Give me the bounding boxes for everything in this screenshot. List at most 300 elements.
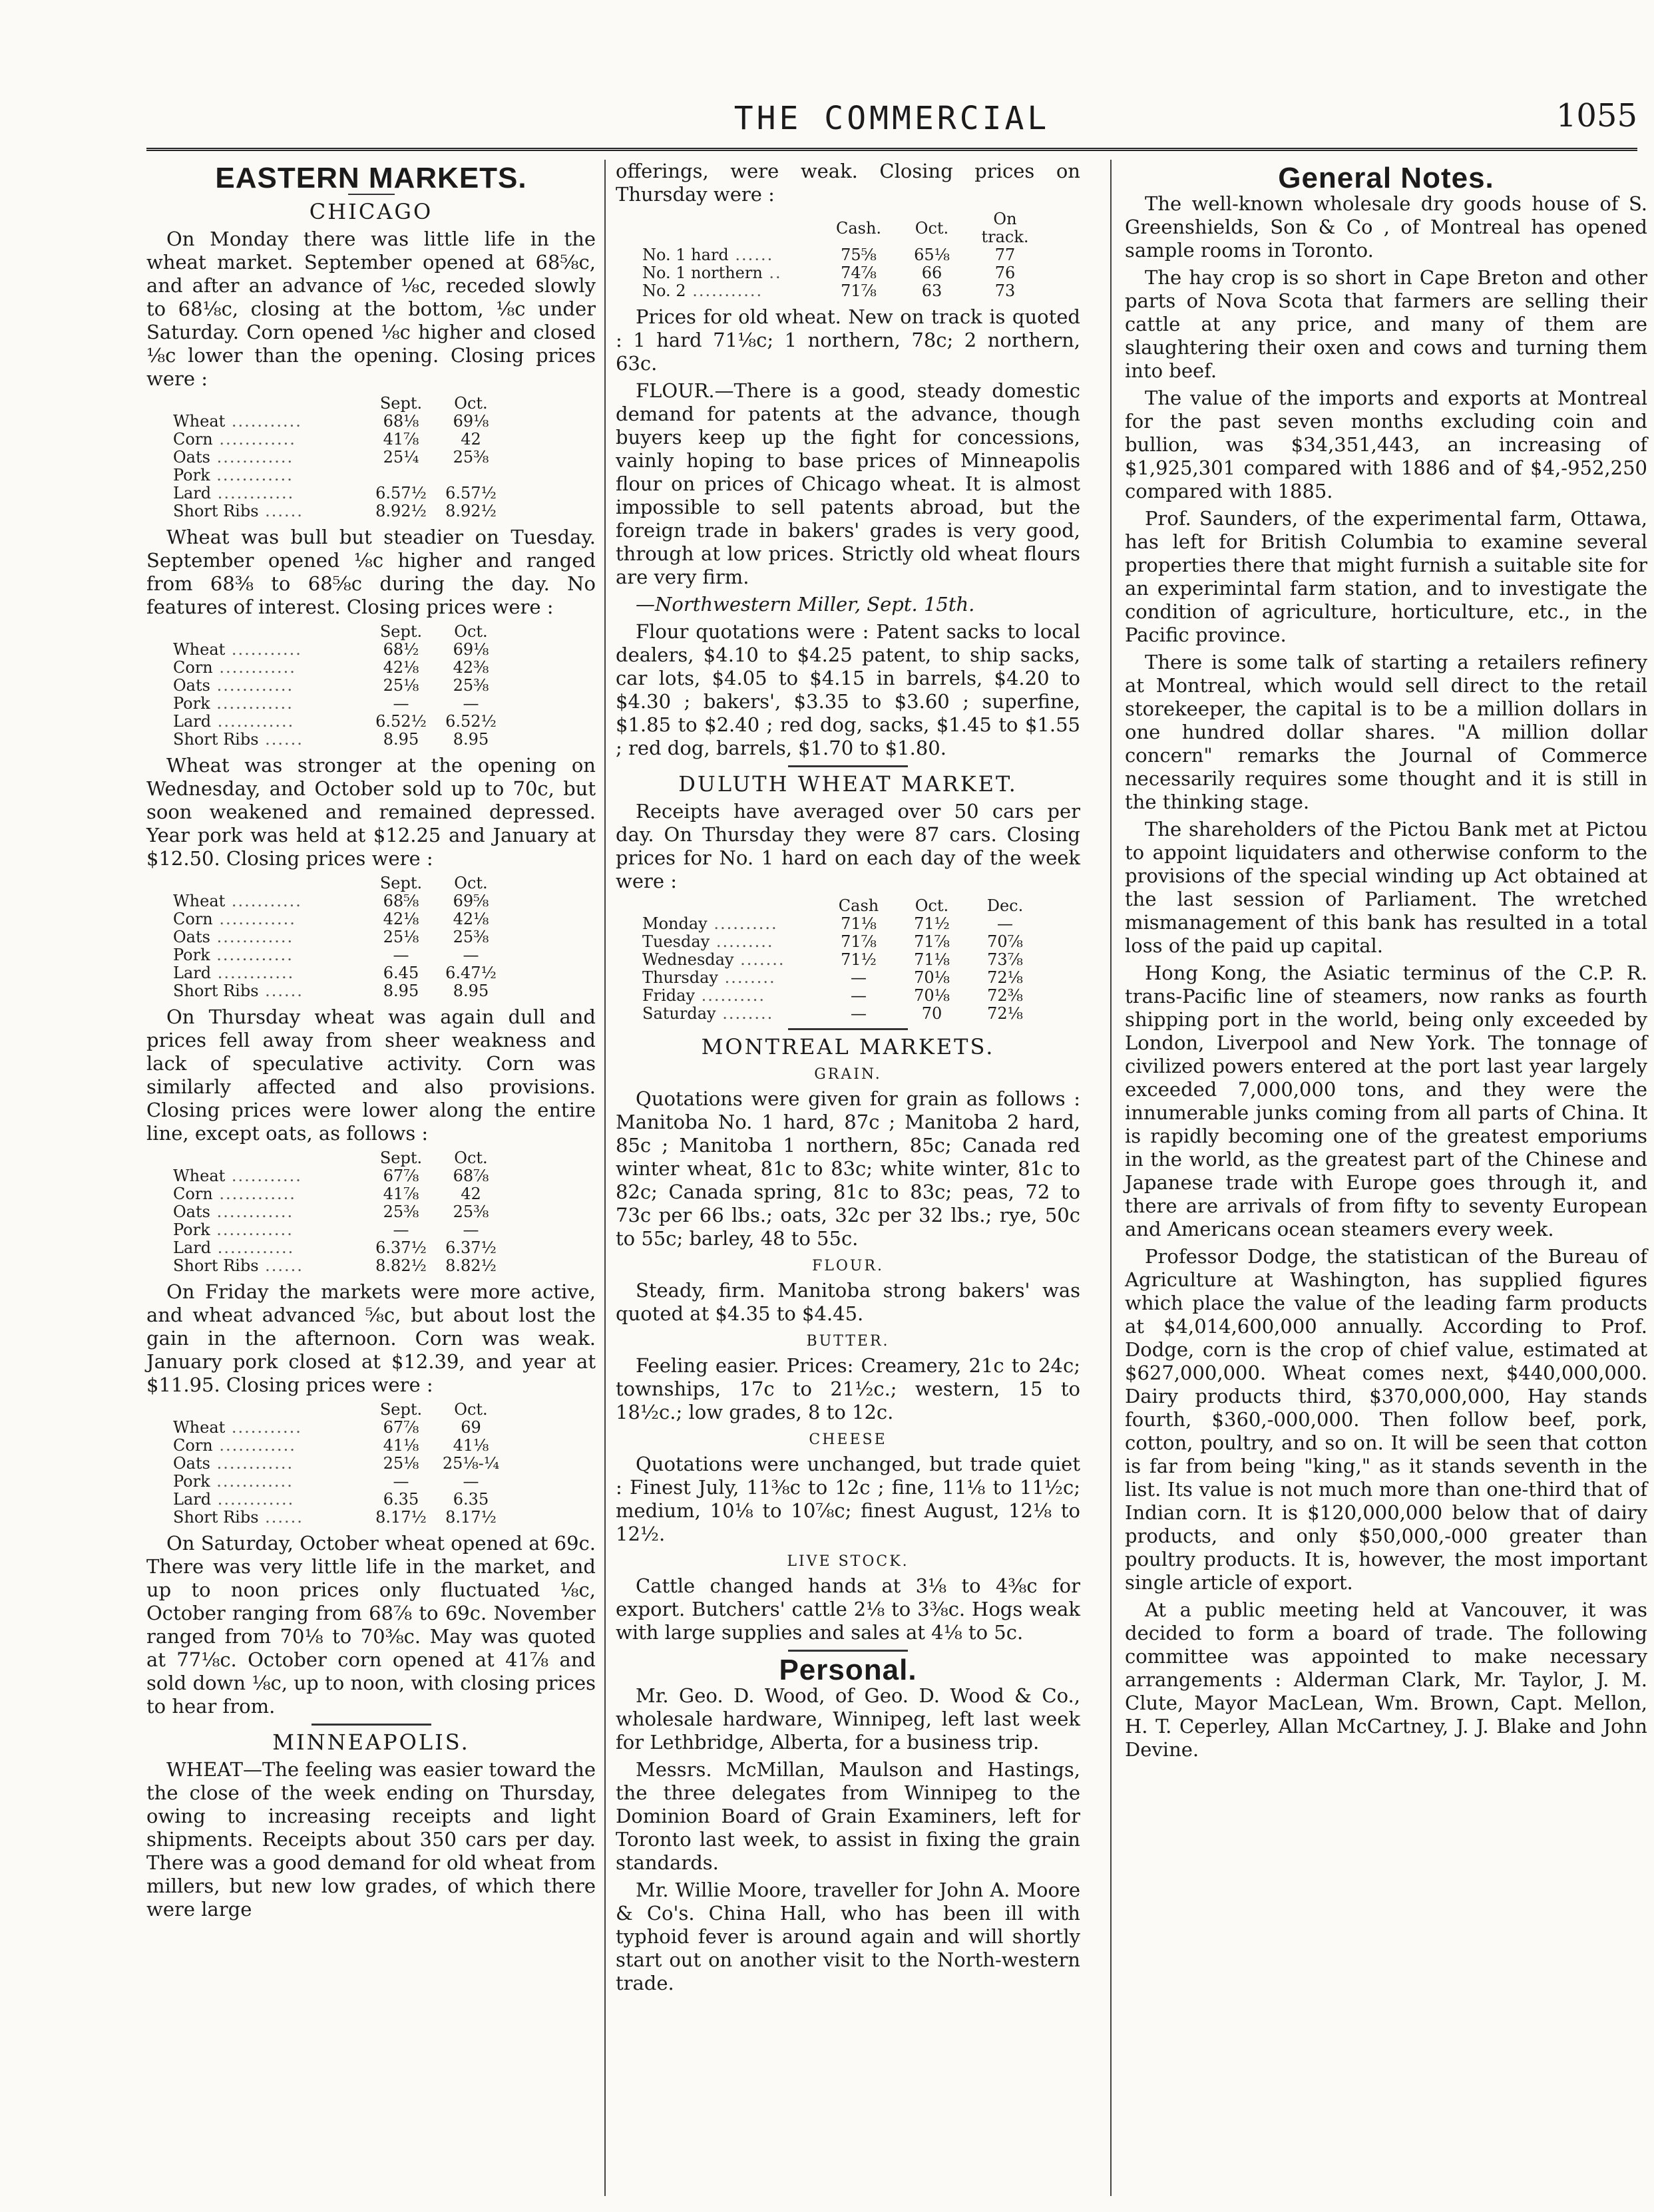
column-divider	[604, 160, 606, 2196]
price-cell	[436, 466, 506, 484]
table-column-header: Sept.	[379, 622, 423, 641]
price-cell: 73	[994, 281, 1016, 300]
dot-leader: ............	[211, 964, 295, 982]
row-label: Corn	[173, 1185, 213, 1203]
price-cell: 8.17½	[375, 1508, 427, 1527]
table-row	[146, 1491, 506, 1509]
row-label: Lard	[173, 1238, 212, 1257]
divider	[788, 765, 908, 767]
price-cell: 67⅞	[383, 1167, 419, 1185]
dot-leader: ............	[211, 1490, 295, 1509]
price-cell: 6.37½	[445, 1238, 497, 1257]
row-label: Pork	[173, 466, 210, 484]
row-label-cell	[616, 951, 822, 969]
table-row	[146, 466, 506, 484]
price-cell: 42	[461, 1185, 481, 1203]
table-row	[146, 449, 506, 466]
dot-leader: .......	[733, 950, 785, 969]
price-cell: 65⅛	[914, 246, 950, 264]
table-header-blank	[146, 395, 366, 413]
table-column-header: On track.	[981, 210, 1029, 246]
personal-heading: Personal.	[779, 1654, 917, 1686]
price-cell: 8.92½	[445, 502, 497, 520]
row-label-cell	[146, 413, 366, 431]
row-label: Saturday	[642, 1004, 716, 1023]
price-cell: 6.52½	[375, 712, 427, 731]
table-column-header: Dec.	[986, 896, 1024, 915]
row-label: Thursday	[642, 968, 718, 987]
price-cell: 6.57½	[375, 484, 427, 502]
row-label: Corn	[173, 910, 213, 928]
masthead-rule	[146, 148, 1637, 151]
dot-leader: ............	[211, 712, 295, 731]
price-table	[146, 1401, 506, 1527]
price-cell: 42⅛	[453, 910, 489, 928]
paragraph: At a public meeting held at Vancouver, it was decided to form a board of trade. The following committee was appointed to make necessary arrangements : Alderman Clark, Mr. Taylor, J. M. Clute, Mayor MacLean, Wm. Brown, Capt. Mellon, H. T. Ceperley, Allan McCartney, J. J. Blake and John Devine.	[1125, 1598, 1647, 1761]
masthead	[146, 97, 1637, 146]
table-row	[616, 282, 1042, 300]
row-label-cell	[146, 1257, 366, 1275]
dot-leader: ............	[210, 1454, 294, 1473]
price-cell: 6.47½	[445, 964, 497, 982]
table-row	[146, 502, 506, 520]
paragraph: On Saturday, October wheat opened at 69c. There was very little life in the market, and up to noon prices only fluctuated ⅛c, October ranging from 68⅞ to 69c. November ranged from 70⅛ to 70⅜c. May was quoted at 77⅛c. October corn opened at 41⅞ and sold down ⅛c, up to noon, with closing prices to hear from.	[146, 1532, 596, 1718]
price-cell: 68⅛	[383, 412, 419, 431]
paragraph: Receipts have averaged over 50 cars per day. On Thursday they were 87 cars. Closing prices for No. 1 hard on each day of the week were :	[616, 800, 1080, 892]
table-row	[616, 1005, 1042, 1023]
paragraph: The hay crop is so short in Cape Breton and other parts of Nova Scota that farmers are selling their cattle at any price, and many of them are slaughtering their oxen and cows and turning them into beef.	[1125, 266, 1647, 382]
row-label: Wheat	[173, 1167, 226, 1185]
table-column-header: Sept.	[379, 874, 423, 892]
price-cell: —	[851, 968, 867, 987]
price-cell: 71⅛	[841, 914, 877, 933]
table-row	[146, 1455, 506, 1473]
paragraph: There is some talk of starting a retailers refinery at Montreal, which would sell direct to the retail storekeeper, the capital is to be a million dollars in one hundred dollar shares. "A million dollar concern" remarks the Journal of Commerce necessarily requires some thought and it is still in the thinking stage.	[1125, 651, 1647, 813]
price-cell: 8.82½	[375, 1256, 427, 1275]
row-label-cell	[146, 713, 366, 731]
dot-leader: ............	[210, 1220, 294, 1239]
newspaper-title: THE COMMERCIAL	[733, 100, 1050, 137]
live-stock-subheading: LIVE STOCK.	[787, 1553, 909, 1570]
price-cell: 25⅜	[453, 676, 489, 695]
table-row	[146, 413, 506, 431]
price-table	[616, 897, 1042, 1023]
dot-leader: ............	[210, 448, 294, 466]
dot-leader: ............	[212, 658, 296, 677]
row-label-cell	[146, 946, 366, 964]
dot-leader: ......	[728, 246, 774, 264]
price-cell: 25⅛	[383, 928, 419, 946]
row-label-cell	[146, 466, 366, 484]
dot-leader: ...........	[225, 1418, 302, 1437]
price-cell: 6.35	[383, 1490, 419, 1509]
row-label-cell	[146, 982, 366, 1000]
row-label: Oats	[173, 448, 210, 466]
dot-leader: ............	[210, 676, 294, 695]
price-cell: 41⅛	[383, 1436, 419, 1455]
paragraph: Prices for old wheat. New on track is quoted : 1 hard 71⅛c; 1 northern, 78c; 2 northern, 63c.	[616, 305, 1080, 375]
dot-leader: ...........	[225, 892, 302, 910]
row-label-cell	[616, 933, 822, 951]
table-column-header: Oct.	[454, 874, 488, 892]
chicago-heading: CHICAGO	[309, 199, 433, 224]
row-label-cell	[146, 910, 366, 928]
price-cell: 42	[461, 430, 481, 449]
row-label: Pork	[173, 1472, 210, 1491]
price-cell: 25⅜	[383, 1202, 419, 1221]
price-cell: 66	[921, 264, 942, 282]
price-cell: —	[393, 946, 409, 964]
row-label: Short Ribs	[173, 982, 259, 1000]
table-column-header: Oct.	[454, 1400, 488, 1419]
row-label-cell	[146, 1167, 366, 1185]
dot-leader: ............	[212, 910, 296, 928]
row-label-cell	[146, 1221, 366, 1239]
grain-subheading: GRAIN.	[814, 1066, 882, 1083]
row-label: Oats	[173, 928, 210, 946]
price-cell: 71⅞	[914, 932, 950, 951]
column-divider	[1110, 160, 1112, 2196]
row-label: Pork	[173, 1220, 210, 1239]
table-column-header: Oct.	[915, 896, 949, 915]
price-cell: 6.52½	[445, 712, 497, 731]
price-cell: 70⅞	[987, 932, 1023, 951]
price-cell: 6.45	[383, 964, 419, 982]
price-cell: 8.82½	[445, 1256, 497, 1275]
paragraph: On Thursday wheat was again dull and prices fell away from sheer weakness and lack of speculative activity. Corn was similarly affected and also provisions. Closing prices were lower along the entire line, except oats, as follows :	[146, 1006, 596, 1145]
price-cell: 67⅞	[383, 1418, 419, 1437]
row-label: Friday	[642, 986, 696, 1005]
price-cell: 68⅝	[383, 892, 419, 910]
price-cell	[366, 466, 436, 484]
dot-leader: ............	[210, 928, 294, 946]
table-header-blank	[146, 1149, 366, 1167]
paragraph: On Friday the markets were more active, and wheat advanced ⅝c, but about lost the gain in the afternoon. Corn was weak. January pork closed at $12.39, and year at $11.95. Closing prices were :	[146, 1280, 596, 1396]
price-cell: 70	[921, 1004, 942, 1023]
table-row	[146, 641, 506, 659]
row-label-cell	[146, 1437, 366, 1455]
divider	[788, 1028, 908, 1030]
price-cell: 41⅞	[383, 1185, 419, 1203]
montreal-heading: MONTREAL MARKETS.	[701, 1034, 995, 1059]
price-cell: 41⅛	[453, 1436, 489, 1455]
price-cell: 6.37½	[375, 1238, 427, 1257]
row-label-cell	[146, 1185, 366, 1203]
paragraph: Feeling easier. Prices: Creamery, 21c to 24c; townships, 17c to 21½c.; western, 15 to 18½c.; low grades, 8 to 12c.	[616, 1354, 1080, 1423]
row-label: Oats	[173, 1454, 210, 1473]
row-label-cell	[146, 1491, 366, 1509]
table-row	[616, 951, 1042, 969]
table-row	[146, 1239, 506, 1257]
table-header-row	[146, 623, 506, 641]
row-label: Lard	[173, 484, 212, 502]
dot-leader: ............	[212, 1436, 296, 1455]
price-cell: 25⅛-¼	[442, 1454, 500, 1473]
table-header-row	[616, 210, 1042, 246]
table-column-header: Sept.	[379, 1400, 423, 1419]
price-table	[146, 623, 506, 749]
row-label-cell	[146, 449, 366, 466]
price-cell: 69	[461, 1418, 481, 1437]
table-row	[146, 1419, 506, 1437]
paragraph: On Monday there was little life in the wheat market. September opened at 68⅝c, and after an advance of ⅛c, receded slowly to 68⅛c, closing at the bottom, ⅛c under Saturday. Corn opened ⅛c higher and closed ⅛c lower than the opening. Closing prices were :	[146, 228, 596, 390]
divider	[311, 1724, 431, 1726]
row-label: No. 2	[642, 281, 686, 300]
dot-leader: ............	[211, 1238, 295, 1257]
price-cell: 76	[994, 264, 1016, 282]
price-cell: 71½	[841, 950, 877, 969]
table-row	[616, 264, 1042, 282]
price-cell: 71½	[914, 914, 950, 933]
price-cell: 6.35	[453, 1490, 489, 1509]
table-column-header: Cash.	[835, 218, 882, 238]
table-row	[146, 1509, 506, 1527]
row-label-cell	[616, 987, 822, 1005]
price-cell: 75⅝	[841, 246, 877, 264]
row-label-cell	[146, 892, 366, 910]
table-header-row	[146, 1149, 506, 1167]
row-label: Lard	[173, 712, 212, 731]
row-label-cell	[146, 677, 366, 695]
price-cell: 8.17½	[445, 1508, 497, 1527]
table-row	[146, 982, 506, 1000]
paragraph: Professor Dodge, the statistican of the Bureau of Agriculture at Washington, has supplied figures which place the value of the leading farm products at $4,014,600,000 annually. According to Prof. Dodge, corn is the crop of chief value, estimated at $627,000,000. Wheat comes next, $440,000,000. Dairy products third, $370,000,000, Hay stands fourth, $360,-000,000. Then follow beef, pork, cotton, poultry, and so on. It will be seen that cotton is far from being "king," as it stands seventh in the list. Its value is not much more than one-third that of Indian corn. It is $120,000,000 below that of dairy products, and only $50,000,-000 greater than poultry products. It is, however, the most important single article of export.	[1125, 1245, 1647, 1594]
dot-leader: ......	[258, 502, 304, 520]
dot-leader: ..........	[707, 914, 778, 933]
row-label-cell	[146, 431, 366, 449]
price-cell: 77	[994, 246, 1016, 264]
duluth-heading: DULUTH WHEAT MARKET.	[678, 771, 1018, 797]
paragraph: The shareholders of the Pictou Bank met at Pictou to appoint liquidaters and otherwise conform to the provisions of the special winding up Act obtained at the last session of Parliament. The wretched mismanagement of this bank has resulted in a total loss of the paid up capital.	[1125, 818, 1647, 957]
row-label-cell	[146, 502, 366, 520]
row-label: Wednesday	[642, 950, 734, 969]
price-cell: 6.57½	[445, 484, 497, 502]
row-label: Wheat	[173, 1418, 226, 1437]
price-cell: 71⅛	[914, 950, 950, 969]
table-row	[146, 1203, 506, 1221]
price-cell: 68½	[383, 640, 419, 659]
butter-subheading: BUTTER.	[806, 1333, 890, 1350]
dot-leader: ........	[718, 968, 776, 987]
price-table	[146, 395, 506, 520]
table-header-blank	[146, 623, 366, 641]
eastern-markets-heading: EASTERN MARKETS.	[215, 162, 527, 194]
dot-leader: ...........	[225, 1167, 302, 1185]
price-cell: 25⅛	[383, 1454, 419, 1473]
row-label-cell	[616, 1005, 822, 1023]
dot-leader: .........	[710, 932, 774, 951]
price-table	[146, 1149, 506, 1275]
price-cell: 63	[921, 281, 942, 300]
table-header-row	[616, 897, 1042, 915]
price-cell: —	[851, 986, 867, 1005]
dot-leader: ......	[258, 982, 304, 1000]
table-column-header: Sept.	[379, 394, 423, 413]
table-row	[146, 1167, 506, 1185]
price-cell: 25⅜	[453, 928, 489, 946]
table-row	[146, 1437, 506, 1455]
table-row	[146, 946, 506, 964]
table-row	[146, 713, 506, 731]
price-cell: 25⅜	[453, 1202, 489, 1221]
row-label-cell	[146, 1203, 366, 1221]
row-label-cell	[146, 484, 366, 502]
table-column-header: Oct.	[454, 622, 488, 641]
price-cell: 8.95	[453, 730, 489, 749]
row-label-cell	[146, 928, 366, 946]
minneapolis-heading: MINNEAPOLIS.	[272, 1730, 470, 1755]
table-column-header: Oct.	[454, 1149, 488, 1167]
price-cell: —	[997, 914, 1013, 933]
paragraph: Steady, firm. Manitoba strong bakers' was quoted at $4.35 to $4.45.	[616, 1279, 1080, 1325]
paragraph: Quotations were given for grain as follows : Manitoba No. 1 hard, 87c ; Manitoba 2 hard, 85c ; Manitoba 1 northern, 85c; Canada red winter wheat, 81c to 83c; white winter, 81c to 82c; Canada spring, 81c to 83c; peas, 72 to 73c per 66 lbs.; oats, 32c per 32 lbs.; rye, 50c to 55c; barley, 48 to 55c.	[616, 1087, 1080, 1250]
table-header-blank	[146, 874, 366, 892]
cheese-subheading: CHEESE	[809, 1431, 887, 1448]
table-row	[616, 246, 1042, 264]
price-cell: 72⅜	[987, 986, 1023, 1005]
table-column-header: Oct.	[915, 218, 949, 238]
row-label-cell	[616, 282, 822, 300]
table-row	[616, 915, 1042, 933]
price-cell: 8.95	[453, 982, 489, 1000]
dot-leader: ............	[210, 466, 294, 484]
price-cell: 73⅞	[987, 950, 1023, 969]
price-cell: 25¼	[383, 448, 419, 466]
row-label-cell	[616, 915, 822, 933]
dot-leader: ...........	[686, 281, 763, 300]
price-cell: 69⅛	[453, 640, 489, 659]
row-label-cell	[146, 1239, 366, 1257]
price-cell: 72⅛	[987, 1004, 1023, 1023]
dot-leader: ............	[210, 1202, 294, 1221]
paragraph: Wheat was bull but steadier on Tuesday. September opened ⅛c higher and ranged from 68⅜ to 68⅝c during the day. No features of interest. Closing prices were :	[146, 526, 596, 618]
table-row	[146, 677, 506, 695]
paragraph: The well-known wholesale dry goods house of S. Greenshields, Son & Co , of Montreal has opened sample rooms in Toronto.	[1125, 192, 1647, 262]
row-label-cell	[616, 969, 822, 987]
column-1	[146, 160, 596, 1925]
paragraph: WHEAT—The feeling was easier toward the the close of the week ending on Thursday, owing to increasing receipts and light shipments. Receipts about 350 cars per day. There was a good demand for old wheat from millers, but new low grades, of which there were large	[146, 1758, 596, 1921]
row-label-cell	[146, 1455, 366, 1473]
general-notes-heading: General Notes.	[1278, 162, 1494, 194]
row-label-cell	[616, 264, 822, 282]
price-cell: 72⅛	[987, 968, 1023, 987]
dot-leader: ............	[212, 430, 296, 449]
price-cell: —	[463, 694, 479, 713]
table-row	[146, 892, 506, 910]
row-label: Wheat	[173, 640, 226, 659]
price-cell: 71⅞	[841, 281, 877, 300]
row-label: Pork	[173, 694, 210, 713]
table-row	[146, 964, 506, 982]
table-row	[616, 933, 1042, 951]
price-cell: 8.95	[383, 730, 419, 749]
row-label-cell	[146, 659, 366, 677]
table-row	[146, 695, 506, 713]
row-label: Wheat	[173, 892, 226, 910]
column-2	[616, 160, 1080, 1999]
table-header-blank	[146, 1401, 366, 1419]
row-label: Pork	[173, 946, 210, 964]
dot-leader: ...........	[225, 412, 302, 431]
price-cell: 25⅛	[383, 676, 419, 695]
table-row	[146, 659, 506, 677]
table-row	[146, 1473, 506, 1491]
dot-leader: ..	[762, 264, 782, 282]
table-row	[146, 431, 506, 449]
row-label: Short Ribs	[173, 502, 259, 520]
table-header-blank	[616, 210, 822, 246]
price-table	[616, 210, 1042, 300]
row-label: Lard	[173, 1490, 212, 1509]
row-label: Tuesday	[642, 932, 710, 951]
paragraph: offerings, were weak. Closing prices on Thursday were :	[616, 160, 1080, 206]
row-label: Short Ribs	[173, 1256, 259, 1275]
page-number: 1055	[1555, 97, 1637, 134]
paragraph: Quotations were unchanged, but trade quiet : Finest July, 11⅜c to 12c ; fine, 11⅛ to 11½c; medium, 10⅛ to 10⅞c; finest August, 12⅛ to 12½.	[616, 1453, 1080, 1545]
row-label-cell	[146, 695, 366, 713]
row-label: Lard	[173, 964, 212, 982]
row-label: Oats	[173, 1202, 210, 1221]
paragraph: Cattle changed hands at 3⅛ to 4⅜c for export. Butchers' cattle 2⅛ to 3⅜c. Hogs weak with large supplies and sales at 4⅛ to 5c.	[616, 1574, 1080, 1644]
row-label: Oats	[173, 676, 210, 695]
price-cell: —	[851, 1004, 867, 1023]
paragraph: Prof. Saunders, of the experimental farm, Ottawa, has left for British Columbia to examine several properties there that might furnish a suitable site for an experimintal farm station, and to investigate the condition of agriculture, horticulture, etc., in the Pacific province.	[1125, 507, 1647, 646]
dot-leader: ............	[210, 1472, 294, 1491]
price-cell: —	[393, 1472, 409, 1491]
price-cell: 42⅛	[383, 910, 419, 928]
row-label: No. 1 northern	[642, 264, 763, 282]
price-cell: 70⅛	[914, 986, 950, 1005]
row-label: Wheat	[173, 412, 226, 431]
row-label: Short Ribs	[173, 1508, 259, 1527]
paragraph: The value of the imports and exports at Montreal for the past seven months excluding coin and bullion, was $34,351,443, an increasing of $1,925,301 compared with 1886 and of $4,-952,250 compared with 1885.	[1125, 387, 1647, 502]
row-label-cell	[146, 1473, 366, 1491]
table-row	[146, 484, 506, 502]
row-label-cell	[616, 246, 822, 264]
table-row	[146, 1185, 506, 1203]
source-citation: —Northwestern Miller, Sept. 15th.	[636, 593, 975, 616]
table-header-blank	[616, 897, 822, 915]
row-label-cell	[146, 1419, 366, 1437]
paragraph: Wheat was stronger at the opening on Wednesday, and October sold up to 70c, but soon weakened and remained depressed. Year pork was held at $12.25 and January at $12.50. Closing prices were :	[146, 754, 596, 870]
price-cell: 69⅝	[453, 892, 489, 910]
row-label: Corn	[173, 658, 213, 677]
row-label-cell	[146, 964, 366, 982]
price-cell: 42⅛	[383, 658, 419, 677]
divider	[788, 1650, 908, 1652]
dot-leader: ...........	[225, 640, 302, 659]
price-cell: 41⅞	[383, 430, 419, 449]
price-cell: 71⅞	[841, 932, 877, 951]
row-label-cell	[146, 731, 366, 749]
row-label-cell	[146, 1509, 366, 1527]
price-cell: —	[463, 1220, 479, 1239]
dot-leader: ......	[258, 730, 304, 749]
paragraph: Mr. Willie Moore, traveller for John A. Moore & Co's. China Hall, who has been ill with typhoid fever is around again and will shortly start out on another visit to the North-western trade.	[616, 1879, 1080, 1994]
dot-leader: ......	[258, 1256, 304, 1275]
table-header-row	[146, 395, 506, 413]
price-cell: 74⅞	[841, 264, 877, 282]
row-label: Short Ribs	[173, 730, 259, 749]
table-row	[146, 928, 506, 946]
dot-leader: ......	[258, 1508, 304, 1527]
column-3	[1125, 160, 1647, 1765]
dot-leader: ............	[210, 694, 294, 713]
row-label: Corn	[173, 430, 213, 449]
price-cell: 8.92½	[375, 502, 427, 520]
row-label: Corn	[173, 1436, 213, 1455]
price-cell: —	[463, 946, 479, 964]
